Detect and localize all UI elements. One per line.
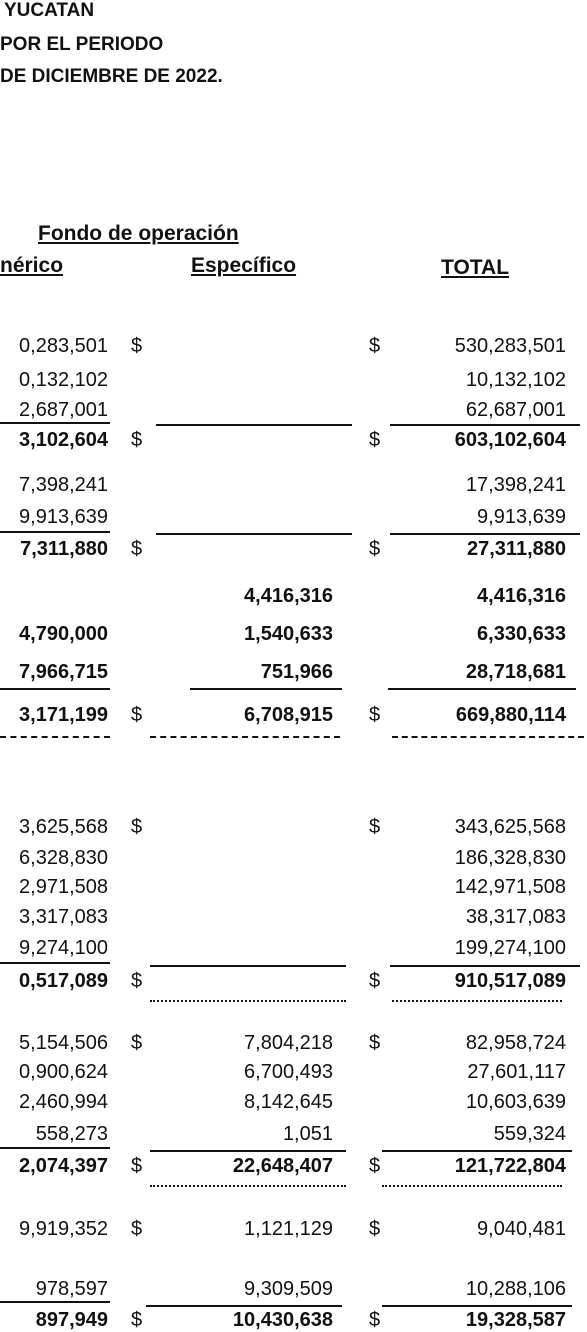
rule-line (0, 962, 110, 964)
rule-line (146, 1305, 342, 1307)
total-value: 28,718,681 (465, 661, 566, 683)
currency-sign: $ (131, 970, 143, 992)
generic-value: 9,913,639 (19, 506, 108, 528)
currency-sign: $ (131, 1032, 143, 1054)
total-value: 142,971,508 (454, 876, 566, 898)
generic-column-header: nérico (0, 254, 64, 277)
generic-value: 2,971,508 (19, 876, 108, 898)
specific-value: 22,648,407 (232, 1155, 333, 1177)
rule-line (0, 422, 110, 424)
currency-sign: $ (369, 1218, 381, 1240)
currency-sign: $ (131, 1309, 143, 1331)
currency-sign: $ (131, 704, 143, 726)
generic-value: 3,102,604 (19, 429, 108, 451)
total-value: 17,398,241 (465, 474, 566, 496)
total-value: 19,328,587 (465, 1309, 566, 1331)
report-title-line3: DE DICIEMBRE DE 2022. (0, 66, 223, 87)
generic-value: 5,154,506 (19, 1032, 108, 1054)
rule-line (390, 965, 580, 967)
generic-value: 2,074,397 (19, 1155, 108, 1177)
generic-value: 9,274,100 (19, 937, 108, 959)
specific-value: 6,708,915 (244, 704, 333, 726)
generic-value: 7,398,241 (19, 474, 108, 496)
total-value: 603,102,604 (454, 429, 566, 451)
report-title-line2: POR EL PERIODO (0, 34, 164, 55)
rule-line (150, 1185, 346, 1187)
report-title-line1: YUCATAN (4, 0, 95, 21)
currency-sign: $ (131, 538, 143, 560)
generic-value: 3,171,199 (19, 704, 108, 726)
specific-value: 1,121,129 (244, 1218, 333, 1240)
currency-sign: $ (131, 1218, 143, 1240)
total-value: 27,601,117 (467, 1061, 566, 1083)
generic-value: 0,900,624 (19, 1061, 108, 1083)
rule-line (150, 1150, 346, 1152)
generic-value: 9,919,352 (19, 1218, 108, 1240)
rule-line (390, 424, 580, 426)
generic-value: 7,966,715 (19, 661, 108, 683)
currency-sign: $ (369, 1309, 381, 1331)
total-value: 82,958,724 (465, 1032, 566, 1054)
currency-sign: $ (131, 1155, 143, 1177)
total-value: 38,317,083 (465, 906, 566, 928)
rule-line (150, 736, 340, 738)
rule-line (156, 533, 352, 535)
specific-value: 1,540,633 (244, 623, 333, 645)
rule-line (0, 1301, 110, 1303)
currency-sign: $ (369, 816, 381, 838)
total-value: 199,274,100 (454, 937, 566, 959)
rule-line (0, 688, 110, 690)
total-value: 10,132,102 (465, 369, 566, 391)
generic-value: 558,273 (35, 1123, 108, 1145)
rule-line (388, 688, 576, 690)
currency-sign: $ (131, 816, 143, 838)
currency-sign: $ (369, 335, 381, 357)
total-value: 121,722,804 (454, 1155, 566, 1177)
specific-value: 10,430,638 (232, 1309, 333, 1331)
generic-value: 0,132,102 (19, 369, 108, 391)
total-value: 186,328,830 (454, 847, 566, 869)
currency-sign: $ (369, 970, 381, 992)
currency-sign: $ (131, 335, 143, 357)
total-value: 9,040,481 (477, 1218, 566, 1240)
currency-sign: $ (369, 1155, 381, 1177)
total-value: 10,603,639 (465, 1091, 566, 1113)
currency-sign: $ (369, 1032, 381, 1054)
total-value: 530,283,501 (454, 335, 566, 357)
rule-line (382, 1305, 572, 1307)
specific-value: 9,309,509 (244, 1278, 333, 1300)
total-value: 343,625,568 (454, 816, 566, 838)
specific-value: 4,416,316 (244, 585, 333, 607)
generic-value: 3,317,083 (19, 906, 108, 928)
total-value: 4,416,316 (477, 585, 566, 607)
total-value: 62,687,001 (465, 399, 566, 421)
total-value: 559,324 (493, 1123, 566, 1145)
currency-sign: $ (369, 704, 381, 726)
rule-line (382, 1150, 572, 1152)
rule-line (150, 965, 346, 967)
generic-value: 2,460,994 (19, 1091, 108, 1113)
specific-value: 751,966 (260, 661, 333, 683)
total-value: 6,330,633 (477, 623, 566, 645)
generic-value: 4,790,000 (19, 623, 108, 645)
rule-line (392, 1000, 562, 1002)
total-value: 27,311,880 (467, 538, 566, 560)
specific-column-header: Específico (191, 254, 297, 277)
specific-value: 1,051 (282, 1123, 333, 1145)
generic-value: 978,597 (35, 1278, 108, 1300)
total-value: 669,880,114 (455, 704, 566, 726)
currency-sign: $ (369, 429, 381, 451)
rule-line (0, 531, 110, 533)
rule-line (390, 533, 580, 535)
rule-line (392, 736, 584, 738)
generic-value: 3,625,568 (19, 816, 108, 838)
rule-line (382, 1185, 562, 1187)
generic-value: 6,328,830 (19, 847, 108, 869)
rule-line (150, 1000, 346, 1002)
currency-sign: $ (369, 538, 381, 560)
total-value: 10,288,106 (465, 1278, 566, 1300)
specific-value: 7,804,218 (244, 1032, 333, 1054)
generic-value: 2,687,001 (19, 399, 108, 421)
currency-sign: $ (131, 429, 143, 451)
total-value: 9,913,639 (477, 506, 566, 528)
total-value: 910,517,089 (454, 970, 566, 992)
specific-value: 8,142,645 (244, 1091, 333, 1113)
generic-value: 7,311,880 (20, 538, 108, 560)
generic-value: 897,949 (35, 1309, 108, 1331)
rule-line (0, 1147, 110, 1149)
generic-value: 0,517,089 (19, 970, 108, 992)
rule-line (0, 736, 110, 738)
group-header: Fondo de operación (38, 222, 239, 245)
specific-value: 6,700,493 (244, 1061, 333, 1083)
generic-value: 0,283,501 (19, 335, 108, 357)
total-column-header: TOTAL (441, 256, 510, 279)
rule-line (190, 688, 342, 690)
rule-line (156, 424, 352, 426)
